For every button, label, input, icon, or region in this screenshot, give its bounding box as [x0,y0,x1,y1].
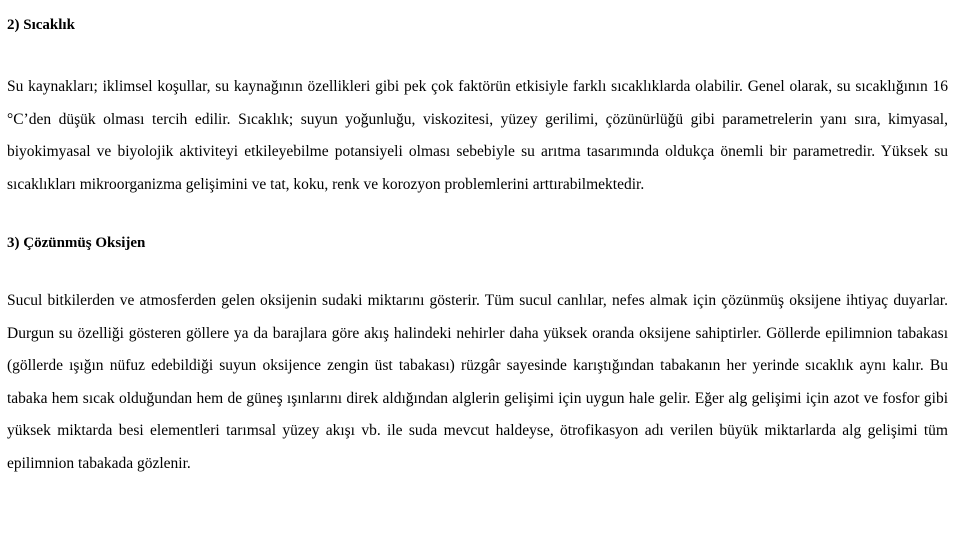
section-paragraph-sicaklik: Su kaynakları; iklimsel koşullar, su kaynağının özellikleri gibi pek çok faktörün etkisiyle farklı sıcaklıklarda olabilir. Genel olarak, su sıcaklığının 16 °C’den düşük olması tercih edilir. Sıcaklık; suyun yoğunluğu, viskozitesi, yüzey gerilimi, çözünürlüğü gibi parametrelerin yanı sıra, kimyasal, biyokimyasal ve biyolojik aktiviteyi etkileyebilme potansiyeli olması sebebiyle su arıtma tasarımında oldukça önemli bir parametredir. Yüksek su sıcaklıkları mikroorganizma gelişimini ve tat, koku, renk ve korozyon problemlerini arttırabilmektedir. [7,78,948,193]
section-heading-cozunmus-oksijen: 3) Çözünmüş Oksijen [7,235,146,251]
section-heading-sicaklik: 2) Sıcaklık [7,17,75,33]
document-page [7,14,948,480]
section-paragraph-cozunmus-oksijen: Sucul bitkilerden ve atmosferden gelen oksijenin sudaki miktarını gösterir. Tüm sucul canlılar, nefes almak için çözünmüş oksijene ihtiyaç duyarlar. Durgun su özelliği gösteren göllere ya da barajlara göre akış halindeki nehirler daha yüksek oranda oksijene sahiptirler. Göllerde epilimnion tabakası (göllerde ışığın nüfuz edebildiği suyun oksijence zengin üst tabakası) rüzgâr sayesinde karıştığından tabakanın her yerinde sıcaklık aynı kalır. Bu tabaka hem sıcak olduğundan hem de güneş ışınlarını direk aldığından alglerin gelişimi için uygun hale gelir. Eğer alg gelişimi için azot ve fosfor gibi yüksek miktarda besi elementleri tarımsal yüzey akışı vb. ile suda mevcut haldeyse, ötrofikasyon adı verilen büyük miktarlarda alg gelişimi tüm epilimnion tabakada gözlenir. [7,292,948,472]
